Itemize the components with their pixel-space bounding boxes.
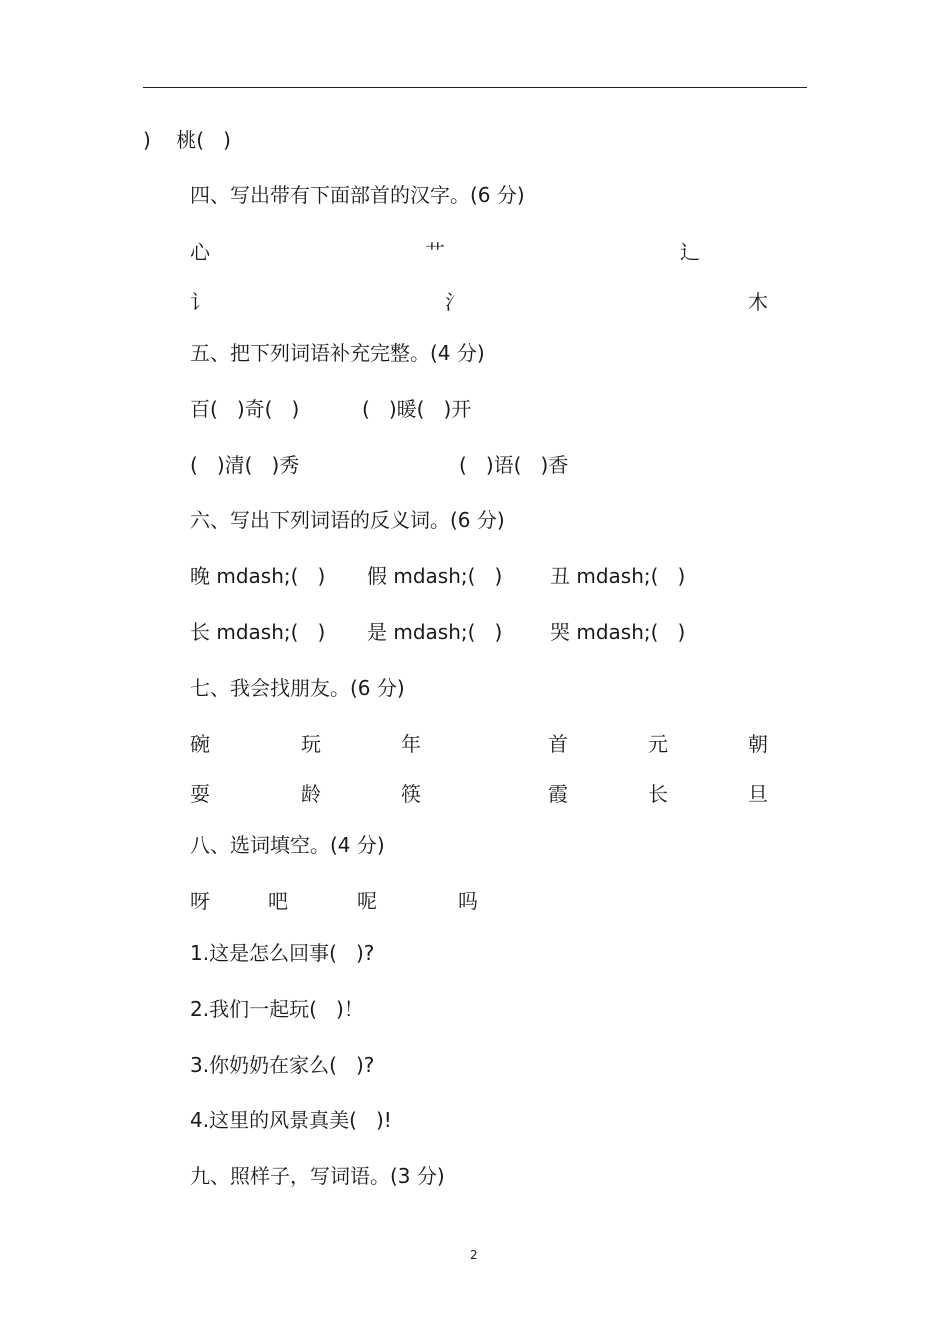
match-word: 玩 <box>301 732 321 756</box>
fill-item-4: ( )语( )香 <box>459 453 569 477</box>
antonym-item-1: 晚 mdash;( ) <box>190 564 326 588</box>
question-3: 3.你奶奶在家么( )? <box>190 1053 375 1077</box>
section-6-title: 六、写出下列词语的反义词。(6 分) <box>190 508 505 532</box>
antonym-item-4: 长 mdash;( ) <box>190 620 326 644</box>
top-line: ) 桃( ) <box>143 128 231 152</box>
match-word: 朝 <box>748 732 768 756</box>
option-word: 呀 <box>190 889 210 913</box>
fill-item-1: 百( )奇( ) <box>190 397 300 421</box>
section-9-title: 九、照样子，写词语。(3 分) <box>190 1164 445 1188</box>
question-4: 4.这里的风景真美( )! <box>190 1108 392 1132</box>
header-rule <box>143 87 807 88</box>
radical-mu: 木 <box>748 290 768 314</box>
antonym-item-3: 丑 mdash;( ) <box>550 564 686 588</box>
section-8-title: 八、选词填空。(4 分) <box>190 833 385 857</box>
match-word: 霞 <box>548 782 568 806</box>
radical-cao: 艹 <box>425 240 445 264</box>
section-4-title: 四、写出带有下面部首的汉字。(6 分) <box>190 183 525 207</box>
radical-chuo: 辶 <box>680 240 700 264</box>
question-1: 1.这是怎么回事( )? <box>190 941 375 965</box>
section-7-title: 七、我会找朋友。(6 分) <box>190 676 405 700</box>
fill-item-3: ( )清( )秀 <box>190 453 300 477</box>
option-word: 吧 <box>268 889 288 913</box>
fill-item-2: ( )暖( )开 <box>362 397 472 421</box>
radical-shui: 氵 <box>445 290 465 314</box>
question-2: 2.我们一起玩( )！ <box>190 997 364 1021</box>
match-word: 长 <box>648 782 668 806</box>
match-word: 龄 <box>301 782 321 806</box>
antonym-item-2: 假 mdash;( ) <box>367 564 503 588</box>
match-word: 耍 <box>190 782 210 806</box>
option-word: 吗 <box>458 889 478 913</box>
match-word: 旦 <box>748 782 768 806</box>
match-word: 年 <box>401 732 421 756</box>
section-5-title: 五、把下列词语补充完整。(4 分) <box>190 341 485 365</box>
page-number: 2 <box>470 1248 478 1262</box>
antonym-item-6: 哭 mdash;( ) <box>550 620 686 644</box>
radical-xin: 心 <box>190 240 210 264</box>
match-word: 元 <box>648 732 668 756</box>
match-word: 碗 <box>190 732 210 756</box>
option-word: 呢 <box>357 889 377 913</box>
radical-yan: 讠 <box>190 290 210 314</box>
match-word: 首 <box>548 732 568 756</box>
match-word: 筷 <box>401 782 421 806</box>
antonym-item-5: 是 mdash;( ) <box>367 620 503 644</box>
